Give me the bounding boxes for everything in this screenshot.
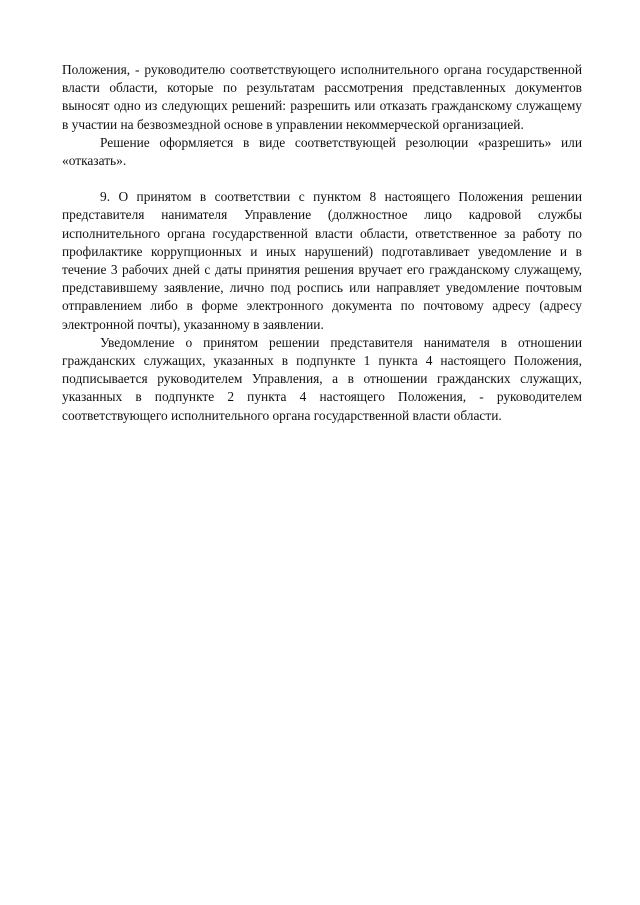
document-page	[62, 61, 582, 425]
paragraph-decision-form: Решение оформляется в виде соответствующей резолюции «разрешить» или «отказать».	[62, 134, 582, 169]
paragraph-notification-signing: Уведомление о принятом решении представителя нанимателя в отношении гражданских служащих, указанных в подпункте 1 пункта 4 настоящего Положения, подписывается руководителем Управления, а в отношении гражданских служащих, указанных в подпункте 2 пункта 4 настоящего Положения, - руководителем соответствующего исполнительного органа государственной власти области.	[62, 334, 582, 423]
paragraph-continuation: Положения, - руководителю соответствующего исполнительного органа государственной власти области, которые по результатам рассмотрения представленных документов выносят одно из следующих решений: разрешить или отказать гражданскому служащему в участии на безвозмездной основе в управлении некоммерческой организацией.	[62, 62, 582, 132]
paragraph-item-9: 9. О принятом в соответствии с пунктом 8 настоящего Положения решении представителя нанимателя Управление (должностное лицо кадровой службы исполнительного органа государственной власти области, ответственное за работу по профилактике коррупционных и иных нарушений) подготавливает уведомление и в течение 3 рабочих дней с даты принятия решения вручает его гражданскому служащему, представившему заявление, лично под роспись или направляет уведомление почтовым отправлением либо в форме электронного документа по почтовому адресу (адресу электронной почты), указанному в заявлении.	[62, 189, 582, 332]
